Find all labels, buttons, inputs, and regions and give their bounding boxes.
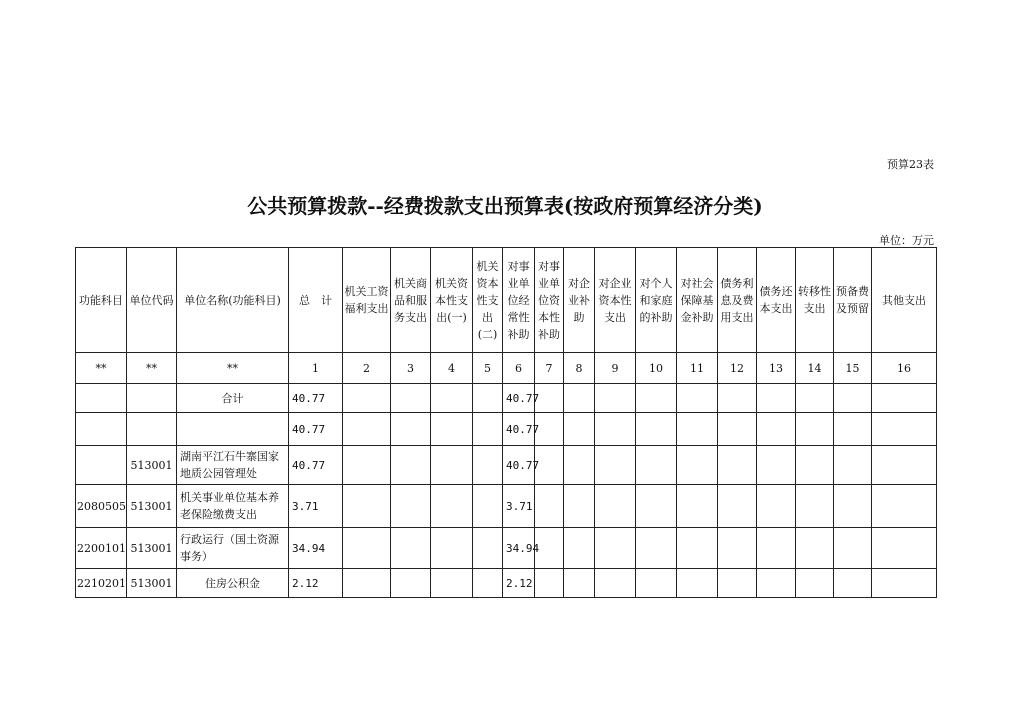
header-row <box>76 248 937 353</box>
header-cell: 债务利息及费用支出 <box>718 248 757 353</box>
index-cell: 2 <box>343 353 391 384</box>
index-cell: 4 <box>431 353 473 384</box>
header-cell: 对个人和家庭的补助 <box>636 248 677 353</box>
index-cell: 15 <box>834 353 872 384</box>
header-cell: 机关商品和服务支出 <box>391 248 431 353</box>
unit-code-cell: 513001 <box>127 485 177 528</box>
form-number: 预算23表 <box>887 158 934 171</box>
function-code-cell <box>76 384 127 413</box>
table-row <box>76 446 937 485</box>
index-cell: 1 <box>289 353 343 384</box>
index-cell: 5 <box>473 353 503 384</box>
table-row <box>76 413 937 446</box>
header-cell: 机关工资福利支出 <box>343 248 391 353</box>
index-cell: 10 <box>636 353 677 384</box>
header-cell: 单位代码 <box>127 248 177 353</box>
header-cell: 对事业单位资本性补助 <box>535 248 564 353</box>
index-cell: 16 <box>872 353 937 384</box>
function-code-cell: 2080505 <box>76 485 127 528</box>
table-row <box>76 485 937 528</box>
table-row <box>76 384 937 413</box>
total-cell: 40.77 <box>289 446 343 485</box>
header-cell: 对企业资本性支出 <box>595 248 636 353</box>
unit-name-cell <box>177 413 289 446</box>
index-cell: 12 <box>718 353 757 384</box>
institution-subsidy-cell: 40.77 <box>503 384 535 413</box>
index-row <box>76 353 937 384</box>
header-cell: 单位名称(功能科目) <box>177 248 289 353</box>
total-cell: 34.94 <box>289 528 343 569</box>
institution-subsidy-cell: 3.71 <box>503 485 535 528</box>
table-row <box>76 528 937 569</box>
unit-code-cell: 513001 <box>127 569 177 598</box>
unit-code-cell <box>127 413 177 446</box>
header-cell: 总 计 <box>289 248 343 353</box>
institution-subsidy-cell: 34.94 <box>503 528 535 569</box>
table-row <box>76 569 937 598</box>
header-cell: 对事业单位经常性补助 <box>503 248 535 353</box>
total-cell: 3.71 <box>289 485 343 528</box>
index-cell: 13 <box>757 353 796 384</box>
unit-name-cell: 行政运行（国土资源事务） <box>177 528 289 569</box>
index-cell: ** <box>177 353 289 384</box>
unit-name-cell: 合计 <box>177 384 289 413</box>
unit-name-cell: 机关事业单位基本养老保险缴费支出 <box>177 485 289 528</box>
budget-table <box>75 247 937 598</box>
function-code-cell: 2210201 <box>76 569 127 598</box>
total-cell: 40.77 <box>289 384 343 413</box>
function-code-cell <box>76 413 127 446</box>
index-cell: 6 <box>503 353 535 384</box>
total-cell: 2.12 <box>289 569 343 598</box>
unit-code-cell: 513001 <box>127 528 177 569</box>
unit-name-cell: 住房公积金 <box>177 569 289 598</box>
header-cell: 对企业补助 <box>564 248 595 353</box>
index-cell: 8 <box>564 353 595 384</box>
header-cell: 功能科目 <box>76 248 127 353</box>
index-cell: 11 <box>677 353 718 384</box>
header-cell: 债务还本支出 <box>757 248 796 353</box>
index-cell: ** <box>76 353 127 384</box>
index-cell: 14 <box>796 353 834 384</box>
unit-code-cell: 513001 <box>127 446 177 485</box>
header-cell: 机关资本性支出(二) <box>473 248 503 353</box>
header-cell: 机关资本性支出(一) <box>431 248 473 353</box>
header-cell: 对社会保障基金补助 <box>677 248 718 353</box>
header-cell: 其他支出 <box>872 248 937 353</box>
index-cell: 9 <box>595 353 636 384</box>
function-code-cell <box>76 446 127 485</box>
header-cell: 预备费及预留 <box>834 248 872 353</box>
institution-subsidy-cell: 2.12 <box>503 569 535 598</box>
header-cell: 转移性支出 <box>796 248 834 353</box>
unit-name-cell: 湖南平江石牛寨国家地质公园管理处 <box>177 446 289 485</box>
index-cell: 7 <box>535 353 564 384</box>
page-title: 公共预算拨款--经费拨款支出预算表(按政府预算经济分类) <box>247 194 763 218</box>
index-cell: 3 <box>391 353 431 384</box>
function-code-cell: 2200101 <box>76 528 127 569</box>
institution-subsidy-cell: 40.77 <box>503 446 535 485</box>
unit-code-cell <box>127 384 177 413</box>
index-cell: ** <box>127 353 177 384</box>
unit-label: 单位：万元 <box>879 234 934 247</box>
total-cell: 40.77 <box>289 413 343 446</box>
institution-subsidy-cell: 40.77 <box>503 413 535 446</box>
